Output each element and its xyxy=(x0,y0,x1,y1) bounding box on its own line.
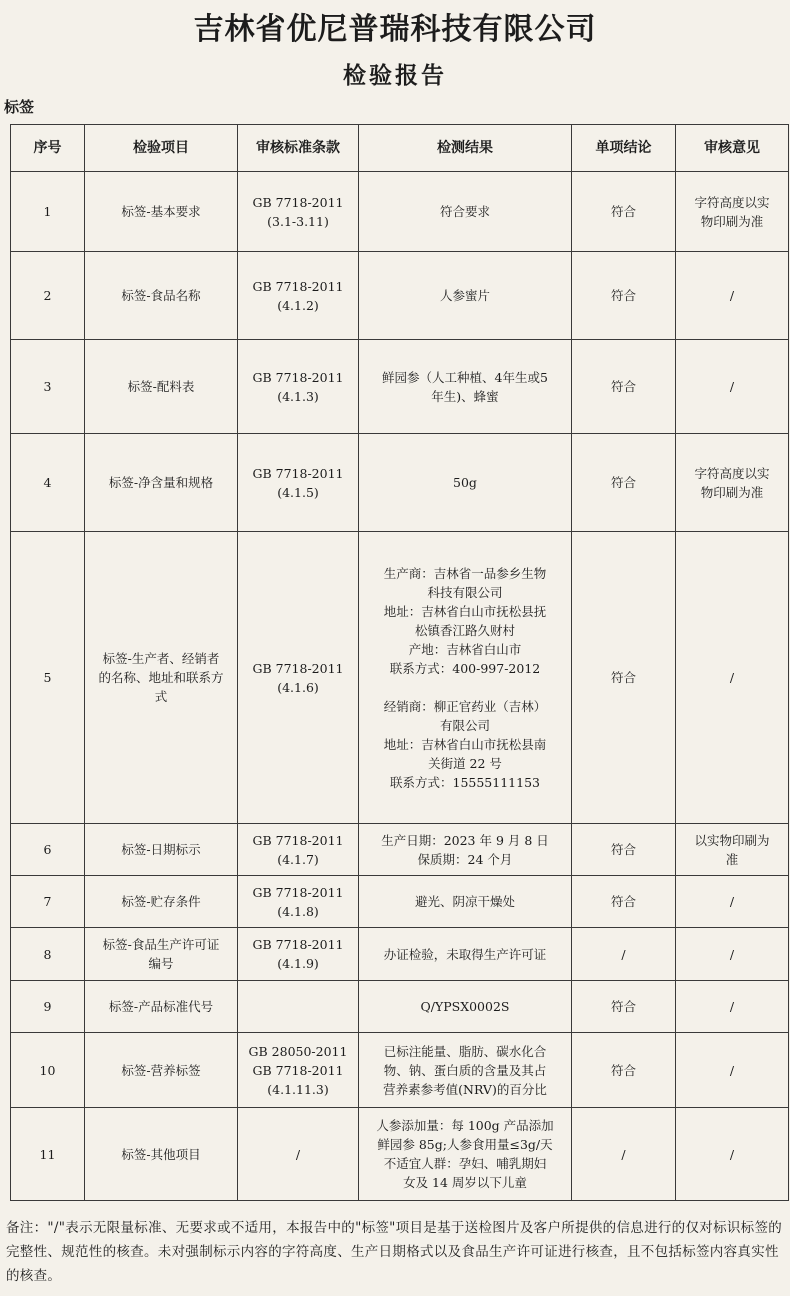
cell-no: 11 xyxy=(11,1108,85,1201)
cell-standard xyxy=(238,340,359,434)
cell-conclusion: 符合 xyxy=(572,434,676,532)
cell-result-line: 松镇香江路久财村 xyxy=(414,622,515,638)
cell-opinion xyxy=(676,172,789,252)
cell-item xyxy=(85,1108,238,1201)
col-header-opinion: 审核意见 xyxy=(676,125,789,172)
cell-result-line: 物、钠、蛋白质的含量及其占 xyxy=(383,1062,547,1078)
inspection-table xyxy=(10,124,789,1201)
table-row xyxy=(11,824,789,876)
cell-item xyxy=(85,532,238,824)
cell-result xyxy=(359,434,572,532)
cell-standard-line: (4.1.7) xyxy=(277,851,319,867)
cell-standard xyxy=(238,1108,359,1201)
cell-result xyxy=(359,1108,572,1201)
cell-conclusion: / xyxy=(572,1108,676,1201)
cell-standard-line: (4.1.3) xyxy=(277,388,319,404)
cell-item xyxy=(85,434,238,532)
cell-standard-line: / xyxy=(295,1146,301,1162)
cell-result-line: 科技有限公司 xyxy=(427,584,503,600)
report-title: 检验报告 xyxy=(343,63,447,89)
table-header-row xyxy=(11,125,789,172)
cell-opinion xyxy=(676,434,789,532)
cell-result xyxy=(359,928,572,981)
cell-standard xyxy=(238,981,359,1033)
col-header-no: 序号 xyxy=(11,125,85,172)
cell-opinion-line: / xyxy=(729,379,735,394)
cell-standard-line: GB 7718-2011 xyxy=(252,1062,344,1078)
cell-result-line: 人参添加量：每 100g 产品添加 xyxy=(376,1118,554,1133)
table-row xyxy=(11,981,789,1033)
cell-result-line: 已标注能量、脂肪、碳水化合 xyxy=(383,1043,547,1059)
table-body xyxy=(11,172,789,1201)
table-row xyxy=(11,1108,789,1201)
cell-opinion-line: / xyxy=(729,999,735,1014)
cell-result xyxy=(359,876,572,928)
cell-standard-line: (4.1.9) xyxy=(277,956,319,971)
cell-opinion xyxy=(676,252,789,340)
cell-item xyxy=(85,928,238,981)
cell-result xyxy=(359,532,572,824)
cell-result-line: 有限公司 xyxy=(439,717,490,733)
cell-standard xyxy=(238,876,359,928)
cell-opinion-line: 字符高度以实 xyxy=(694,194,770,210)
cell-result-line: 鲜园参（人工种植、4年生或5 xyxy=(382,369,548,385)
cell-result-line: Q/YPSX0002S xyxy=(420,999,510,1014)
cell-result xyxy=(359,172,572,252)
cell-opinion xyxy=(676,532,789,824)
table-row xyxy=(11,1033,789,1108)
cell-no: 4 xyxy=(11,434,85,532)
cell-item-line: 的名称、地址和联系方 xyxy=(98,670,224,685)
cell-no: 10 xyxy=(11,1033,85,1108)
cell-standard xyxy=(238,252,359,340)
cell-opinion xyxy=(676,824,789,876)
cell-no: 3 xyxy=(11,340,85,434)
table-row xyxy=(11,172,789,252)
cell-standard-line: GB 28050-2011 xyxy=(248,1043,348,1059)
cell-result-line: 避光、阴凉干燥处 xyxy=(414,894,515,909)
cell-result-line: 生产商：吉林省一品参乡生物 xyxy=(383,565,547,581)
cell-item-line: 编号 xyxy=(148,956,174,971)
cell-opinion-line: / xyxy=(729,670,735,685)
cell-item xyxy=(85,876,238,928)
cell-item-line: 标签-营养标签 xyxy=(121,1062,201,1078)
cell-standard-line: GB 7718-2011 xyxy=(252,884,344,900)
cell-conclusion: 符合 xyxy=(572,172,676,252)
cell-item xyxy=(85,824,238,876)
cell-opinion-line: 准 xyxy=(725,851,739,867)
cell-conclusion: 符合 xyxy=(572,252,676,340)
cell-result-line: 年生)、蜂蜜 xyxy=(431,388,499,404)
cell-result-line: 关街道 22 号 xyxy=(428,755,502,771)
cell-opinion xyxy=(676,1108,789,1201)
cell-standard-line xyxy=(241,997,355,1016)
cell-result-line: 经销商：柳正官药业（吉林） xyxy=(383,698,547,714)
cell-conclusion: 符合 xyxy=(572,876,676,928)
cell-opinion xyxy=(676,981,789,1033)
cell-item-line: 标签-生产者、经销者 xyxy=(102,651,220,666)
cell-no: 1 xyxy=(11,172,85,252)
cell-item xyxy=(85,252,238,340)
cell-item xyxy=(85,1033,238,1108)
cell-result-line: 办证检验，未取得生产许可证 xyxy=(383,946,547,962)
cell-conclusion: 符合 xyxy=(572,1033,676,1108)
cell-opinion-line: / xyxy=(729,1146,735,1162)
cell-standard xyxy=(238,434,359,532)
cell-result-line: 人参蜜片 xyxy=(439,288,490,303)
cell-result xyxy=(359,824,572,876)
cell-opinion-line: / xyxy=(729,1062,735,1078)
cell-result-line: 保质期：24 个月 xyxy=(417,851,513,867)
cell-standard xyxy=(238,928,359,981)
cell-item-line: 标签-食品生产许可证 xyxy=(102,937,220,952)
cell-standard-line: (4.1.2) xyxy=(277,297,319,313)
cell-opinion-line: 物印刷为准 xyxy=(700,213,764,229)
cell-opinion-line: / xyxy=(729,946,735,962)
col-header-standard: 审核标准条款 xyxy=(238,125,359,172)
cell-opinion xyxy=(676,928,789,981)
footnote: 备注："/"表示无限量标准、无要求或不适用，本报告中的"标签"项目是基于送检图片及客户所提供的信息进行的仅对标识标签的完整性、规范性的核查。未对强制标示内容的字符高度、生产日期格式以及食品生产许可证进行核查，且不包括标签内容真实性的核查。 xyxy=(6,1220,783,1284)
table-row xyxy=(11,434,789,532)
table-row xyxy=(11,340,789,434)
cell-standard xyxy=(238,532,359,824)
section-label: 标签 xyxy=(4,98,35,116)
cell-item-line: 标签-净含量和规格 xyxy=(108,475,214,490)
cell-standard-line: (4.1.11.3) xyxy=(267,1081,329,1097)
cell-opinion-line: 物印刷为准 xyxy=(700,484,764,500)
cell-conclusion: 符合 xyxy=(572,532,676,824)
cell-result-line: 生产日期：2023 年 9 月 8 日 xyxy=(381,832,549,848)
cell-standard xyxy=(238,172,359,252)
cell-item-line: 标签-食品名称 xyxy=(121,288,201,303)
cell-standard-line: GB 7718-2011 xyxy=(252,278,344,294)
cell-result xyxy=(359,1033,572,1108)
cell-result-line: 地址：吉林省白山市抚松县南 xyxy=(383,736,547,752)
cell-opinion-line: 以实物印刷为 xyxy=(694,832,770,848)
cell-conclusion: 符合 xyxy=(572,981,676,1033)
cell-no: 8 xyxy=(11,928,85,981)
cell-item-line: 标签-产品标准代号 xyxy=(108,999,214,1014)
cell-result-line: 营养素参考值(NRV)的百分比 xyxy=(383,1081,547,1097)
cell-item-line: 标签-贮存条件 xyxy=(121,894,201,909)
cell-conclusion: / xyxy=(572,928,676,981)
col-header-result: 检测结果 xyxy=(359,125,572,172)
cell-no: 2 xyxy=(11,252,85,340)
company-name: 吉林省优尼普瑞科技有限公司 xyxy=(193,12,597,47)
table-row xyxy=(11,532,789,824)
cell-result-line: 联系方式：400-997-2012 xyxy=(389,660,541,676)
cell-item xyxy=(85,981,238,1033)
cell-result-line: 产地：吉林省白山市 xyxy=(408,641,522,657)
cell-no: 9 xyxy=(11,981,85,1033)
cell-no: 6 xyxy=(11,824,85,876)
cell-standard-line: GB 7718-2011 xyxy=(252,369,344,385)
cell-result xyxy=(359,252,572,340)
cell-standard xyxy=(238,1033,359,1108)
cell-result-line: 符合要求 xyxy=(439,204,490,219)
cell-result-line: 女及 14 周岁以下儿童 xyxy=(403,1175,527,1190)
cell-item xyxy=(85,340,238,434)
cell-result xyxy=(359,981,572,1033)
cell-opinion-line: / xyxy=(729,894,735,909)
cell-conclusion: 符合 xyxy=(572,824,676,876)
cell-standard xyxy=(238,824,359,876)
cell-standard-line: GB 7718-2011 xyxy=(252,465,344,481)
cell-opinion-line: 字符高度以实 xyxy=(694,465,770,481)
cell-item-line: 标签-日期标示 xyxy=(121,842,201,857)
col-header-item: 检验项目 xyxy=(85,125,238,172)
cell-standard-line: (3.1-3.11) xyxy=(267,213,329,229)
cell-opinion xyxy=(676,1033,789,1108)
cell-standard-line: (4.1.8) xyxy=(277,903,319,919)
cell-result-line: 50g xyxy=(453,475,477,490)
cell-result xyxy=(359,340,572,434)
cell-item-line: 式 xyxy=(154,689,168,704)
cell-standard-line: GB 7718-2011 xyxy=(252,660,344,676)
cell-conclusion: 符合 xyxy=(572,340,676,434)
cell-no: 7 xyxy=(11,876,85,928)
col-header-conclusion: 单项结论 xyxy=(572,125,676,172)
cell-item-line: 标签-基本要求 xyxy=(121,204,201,219)
cell-result-line: 不适宜人群：孕妇、哺乳期妇 xyxy=(383,1156,547,1171)
cell-result-line: 地址：吉林省白山市抚松县抚 xyxy=(383,603,547,619)
cell-standard-line: GB 7718-2011 xyxy=(252,194,344,210)
cell-item-line: 标签-其他项目 xyxy=(121,1146,201,1162)
cell-opinion xyxy=(676,876,789,928)
cell-standard-line: (4.1.6) xyxy=(277,679,319,695)
cell-item-line: 标签-配料表 xyxy=(127,379,195,394)
cell-opinion xyxy=(676,340,789,434)
table-row xyxy=(11,876,789,928)
table-row xyxy=(11,928,789,981)
cell-standard-line: GB 7718-2011 xyxy=(252,937,344,952)
cell-standard-line: GB 7718-2011 xyxy=(252,832,344,848)
cell-result-line xyxy=(362,678,568,697)
cell-result-line: 联系方式：15555111153 xyxy=(390,774,540,790)
table-row xyxy=(11,252,789,340)
cell-opinion-line: / xyxy=(729,288,735,303)
cell-result-line: 鲜园参 85g;人参食用量≤3g/天 xyxy=(377,1137,553,1152)
cell-item xyxy=(85,172,238,252)
cell-standard-line: (4.1.5) xyxy=(277,484,319,500)
cell-no: 5 xyxy=(11,532,85,824)
